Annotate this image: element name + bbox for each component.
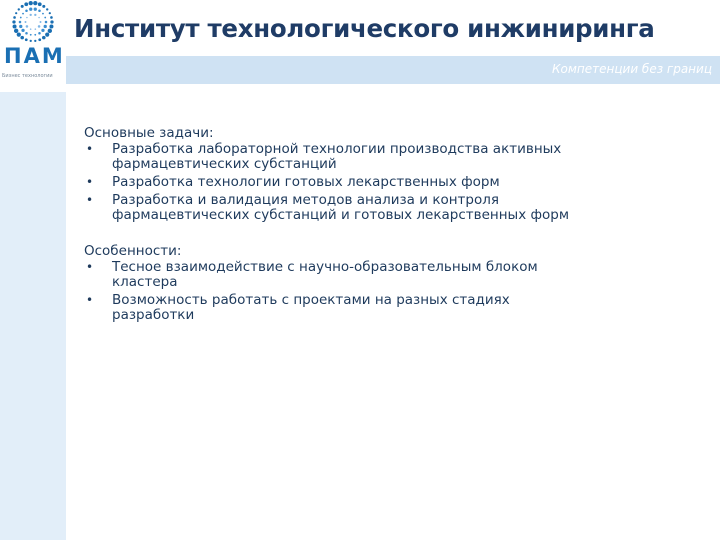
section-heading: Основные задачи: [84,125,214,141]
list-item [84,142,584,172]
list-item [84,293,584,323]
bullet-list [84,142,584,223]
bullet-icon: • [86,142,94,156]
slogan: Компетенции без границ [551,62,712,76]
bullet-list [84,260,584,323]
page-title: Институт технологического инжиниринга [74,14,655,43]
bullet-icon: • [86,293,94,307]
section-tasks [84,126,584,223]
section-features [84,244,584,323]
logo-text: ПАМ [4,44,65,68]
list-item [84,193,584,223]
list-item [84,260,584,290]
list-item-text: Разработка лабораторной технологии производства активных фармацевтических субстанций [112,141,562,172]
main-content [84,126,584,326]
logo [0,0,66,92]
bullet-icon: • [86,260,94,274]
section-heading: Особенности: [84,243,182,259]
bullet-icon: • [86,175,94,189]
logo-subtitle: Бизнес технологии [2,73,53,79]
bullet-icon: • [86,193,94,207]
list-item-text: Возможность работать с проектами на разных стадиях разработки [112,292,510,323]
list-item [84,175,584,190]
logo-ring-icon [0,0,66,46]
list-item-text: Разработка технологии готовых лекарственных форм [112,174,500,190]
list-item-text: Разработка и валидация методов анализа и контроля фармацевтических субстанций и готовых лекарственных форм [112,192,570,223]
list-item-text: Тесное взаимодействие с научно-образовательным блоком кластера [112,259,538,290]
